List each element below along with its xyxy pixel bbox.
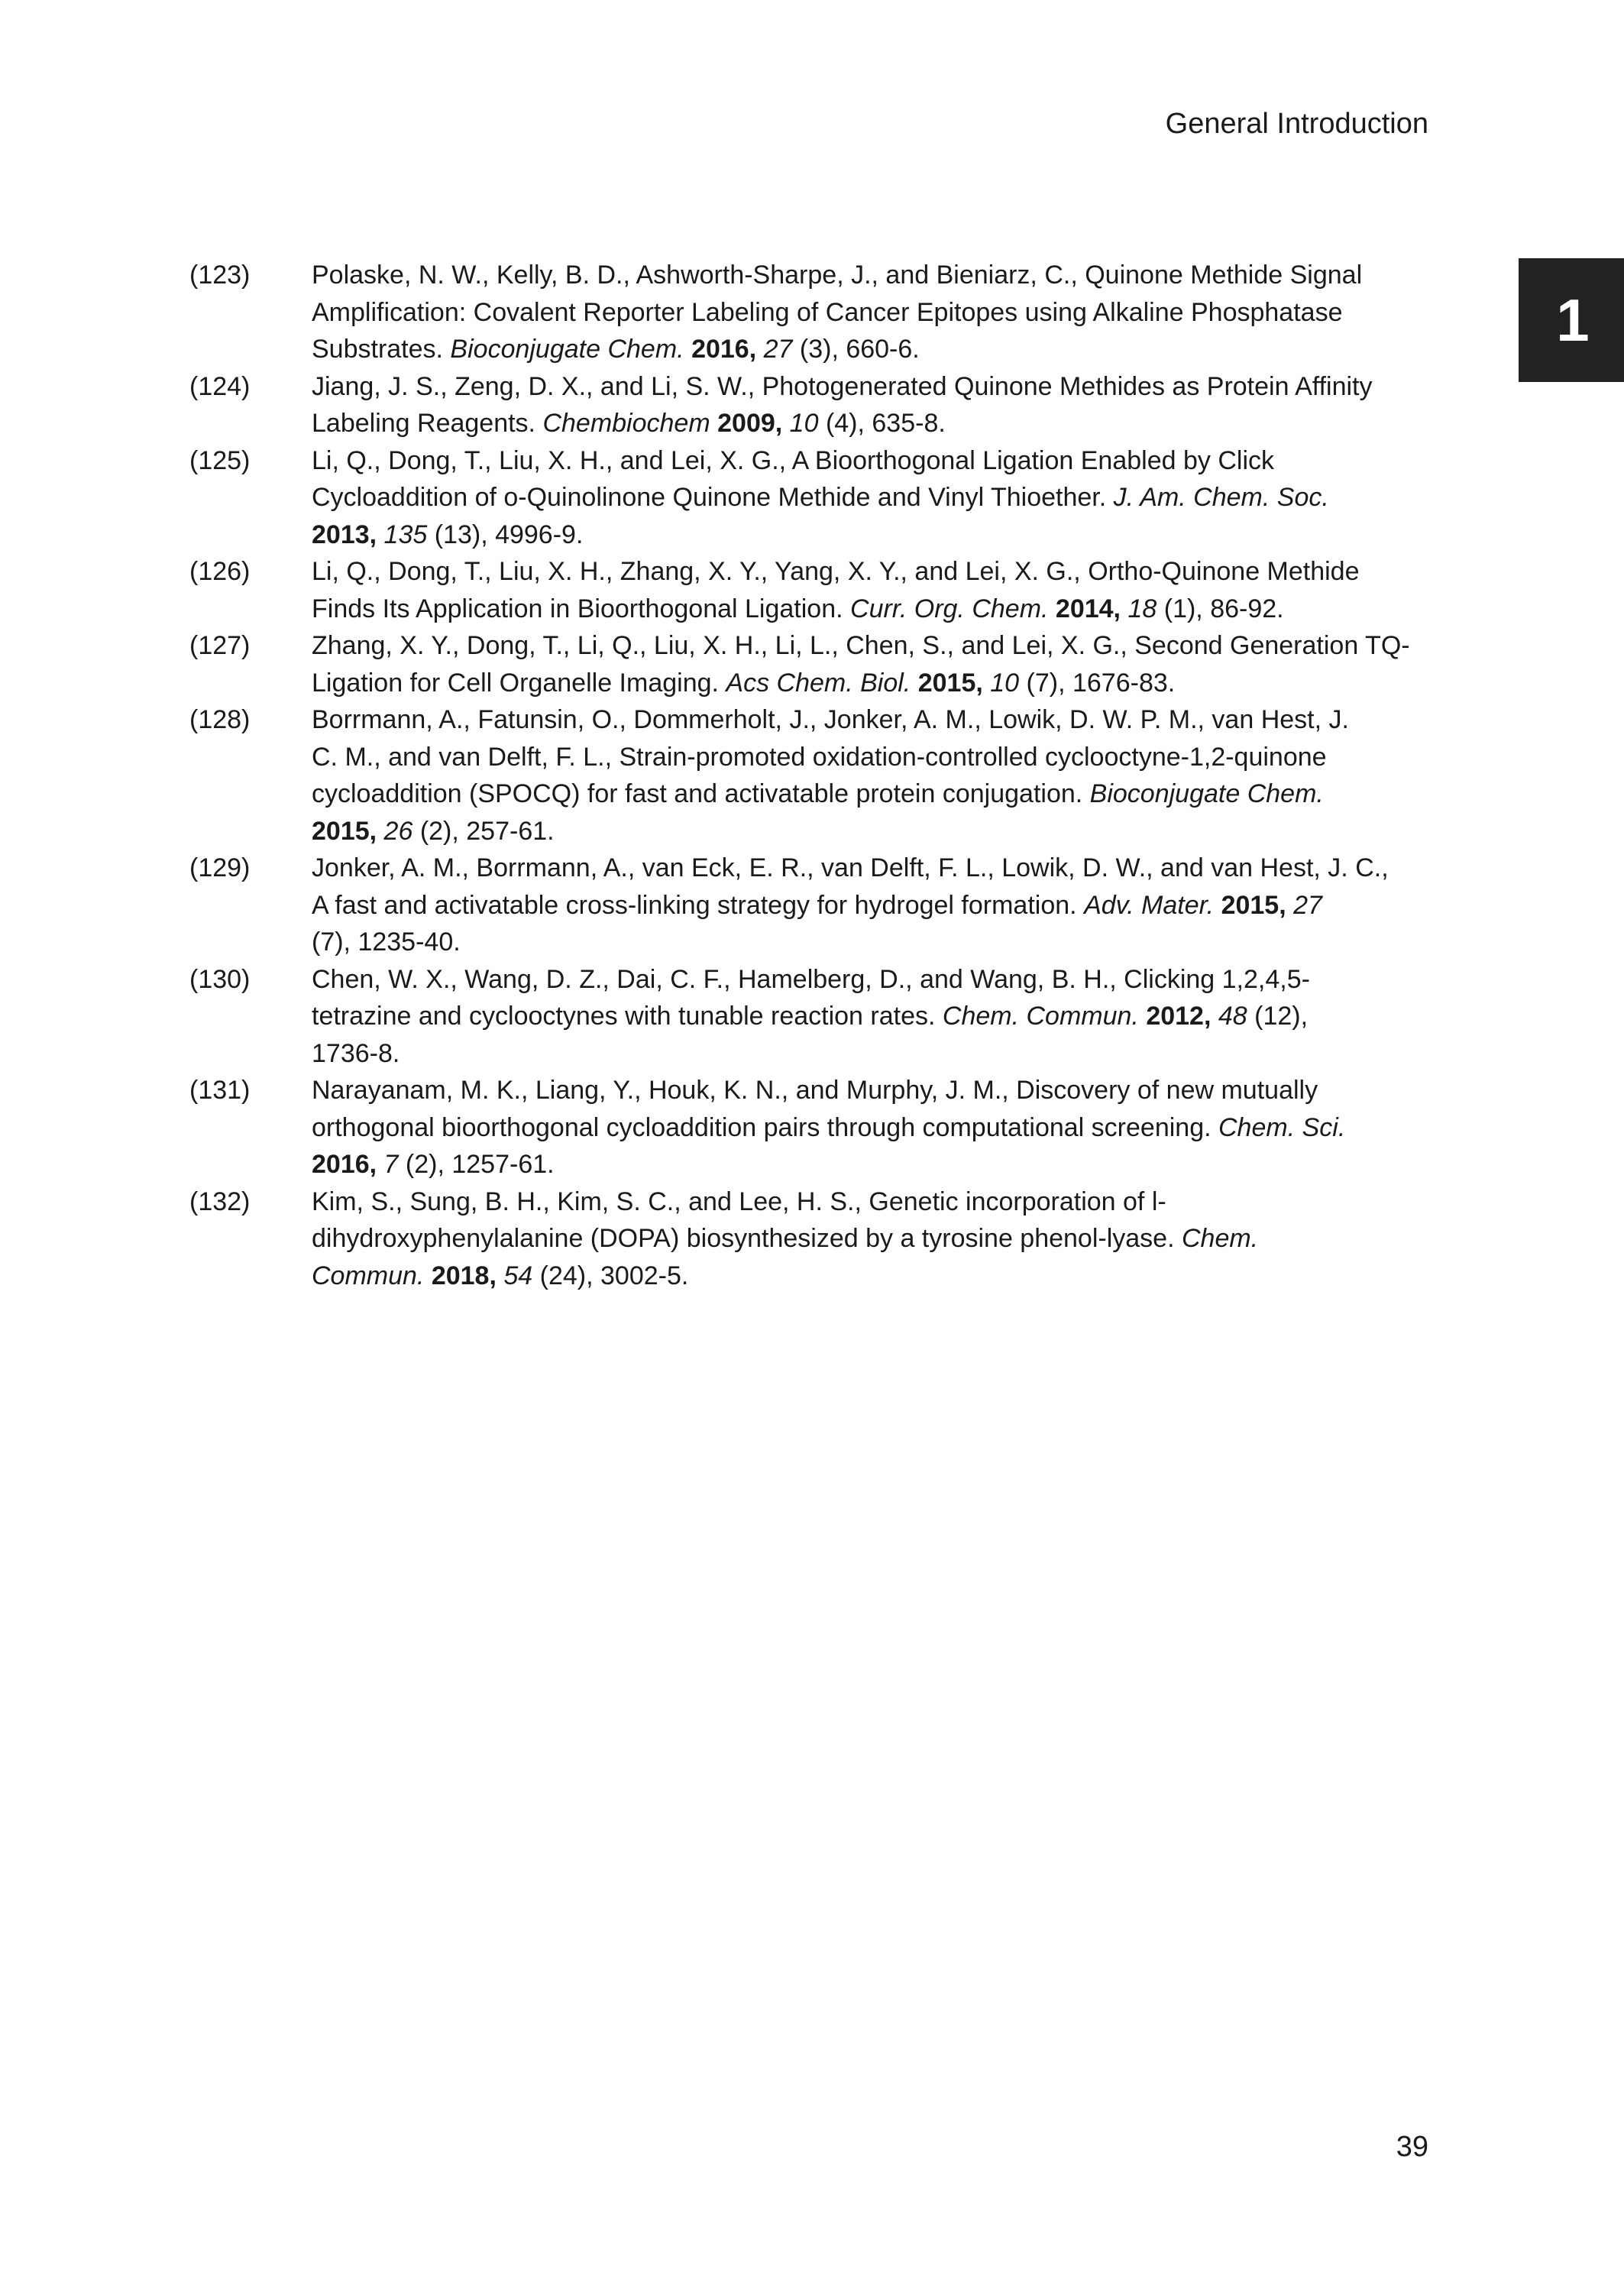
reference-segment: (7), 1676-83. — [1019, 668, 1176, 698]
reference-segment: Chen, W. X., Wang, D. Z., Dai, C. F., Hamelberg, D., and Wang, B. H., Clicking 1,2,4,5- tetrazine and cyclooctynes with tunable reaction rates. — [312, 964, 1310, 1031]
reference-segment: Zhang, X. Y., Dong, T., Li, Q., Liu, X. H., Li, L., Chen, S., and Lei, X. G., Second Generation TQ- Ligation for Cell Organelle Imaging. — [312, 631, 1410, 698]
reference-segment: (3), 660-6. — [792, 335, 920, 364]
publication-year: 2018, — [431, 1261, 497, 1290]
reference-segment: Li, Q., Dong, T., Liu, X. H., Zhang, X. Y., Yang, X. Y., and Lei, X. G., Ortho-Quinone Methide Finds Its Application in Bioorthogonal Ligation. — [312, 557, 1360, 623]
reference-item — [189, 1183, 1442, 1295]
reference-segment — [1211, 1002, 1218, 1031]
publication-year: 2012, — [1146, 1002, 1212, 1031]
page-number: 39 — [1396, 2131, 1428, 2163]
reference-text — [312, 257, 1442, 368]
journal-or-volume: 10 — [789, 409, 819, 438]
reference-number: (129) — [189, 853, 251, 882]
reference-segment: Borrmann, A., Fatunsin, O., Dommerholt, J., Jonker, A. M., Lowik, D. W. P. M., van Hest, J. C. M., and van Delft, F. L., Strain-promoted oxidation-controlled cyclooctyne-1,2-quinone cycloaddition (SPOCQ) for fast and activatable protein conjugation. — [312, 705, 1349, 808]
journal-or-volume: 7 — [383, 1150, 399, 1179]
reference-text — [312, 1183, 1442, 1295]
journal-or-volume: 26 — [383, 816, 413, 846]
reference-segment — [782, 409, 789, 438]
reference-segment: Jiang, J. S., Zeng, D. X., and Li, S. W., Photogenerated Quinone Methides as Protein Affinity Labeling Reagents. — [312, 371, 1373, 438]
reference-segment: (2), 257-61. — [412, 816, 555, 846]
reference-number: (125) — [189, 445, 251, 475]
reference-text — [312, 442, 1442, 554]
reference-item — [189, 442, 1442, 554]
reference-item — [189, 368, 1442, 442]
reference-list — [189, 257, 1442, 1294]
journal-or-volume: Curr. Org. Chem. — [850, 594, 1049, 623]
reference-item — [189, 850, 1442, 961]
reference-text — [312, 368, 1442, 442]
reference-segment — [756, 335, 763, 364]
chapter-tab: 1 — [1519, 258, 1624, 382]
reference-segment: Polaske, N. W., Kelly, B. D., Ashworth-Sharpe, J., and Bieniarz, C., Quinone Methide Signal Amplification: Covalent Reporter Labeling of Cancer Epitopes using Alkaline Phosphatase Substrates. — [312, 261, 1363, 364]
publication-year: 2015, — [917, 668, 983, 698]
journal-or-volume: Bioconjugate Chem. — [1089, 779, 1324, 808]
reference-segment: Kim, S., Sung, B. H., Kim, S. C., and Lee, H. S., Genetic incorporation of l- dihydroxyphenylalanine (DOPA) biosynthesized by a tyrosine phenol-lyase. — [312, 1186, 1175, 1253]
reference-segment — [497, 1261, 503, 1290]
reference-segment: Narayanam, M. K., Liang, Y., Houk, K. N., and Murphy, J. M., Discovery of new mutually orthogonal bioorthogonal cycloaddition pairs through computational screening. — [312, 1076, 1318, 1142]
journal-or-volume: 48 — [1218, 1002, 1247, 1031]
journal-or-volume: 27 — [763, 335, 793, 364]
reference-segment — [377, 520, 383, 549]
journal-or-volume: Chem. Commun. — [312, 1224, 1259, 1290]
reference-segment: (12), 1736-8. — [312, 1002, 1309, 1068]
reference-text — [312, 961, 1442, 1073]
reference-segment — [1286, 891, 1293, 920]
publication-year: 2016, — [312, 1150, 377, 1179]
reference-number: (127) — [189, 631, 251, 660]
reference-number: (123) — [189, 261, 251, 290]
reference-item — [189, 961, 1442, 1073]
publication-year: 2014, — [1055, 594, 1121, 623]
journal-or-volume: 54 — [503, 1261, 533, 1290]
reference-segment — [911, 668, 917, 698]
reference-number: (126) — [189, 557, 251, 586]
journal-or-volume: Adv. Mater. — [1084, 890, 1215, 920]
publication-year: 2016, — [691, 335, 757, 364]
reference-segment: (7), 1235-40. — [312, 927, 461, 957]
journal-or-volume: Chembiochem — [542, 409, 710, 438]
reference-item — [189, 627, 1442, 701]
reference-segment: (1), 86-92. — [1157, 594, 1284, 623]
journal-or-volume: J. Am. Chem. Soc. — [1113, 483, 1329, 512]
reference-segment — [983, 668, 990, 698]
reference-segment: (2), 1257-61. — [398, 1150, 555, 1179]
reference-segment — [1214, 891, 1221, 920]
reference-segment: (13), 4996-9. — [427, 520, 584, 549]
reference-item — [189, 553, 1442, 627]
journal-or-volume: Bioconjugate Chem. — [450, 335, 684, 364]
reference-segment — [424, 1261, 431, 1290]
reference-item — [189, 257, 1442, 368]
journal-or-volume: Acs Chem. Biol. — [726, 668, 911, 698]
reference-text — [312, 1072, 1442, 1183]
reference-segment — [1139, 1002, 1146, 1031]
journal-or-volume: 27 — [1293, 890, 1322, 920]
reference-number: (132) — [189, 1186, 251, 1216]
journal-or-volume: Chem. Commun. — [942, 1002, 1139, 1031]
reference-segment: (4), 635-8. — [818, 409, 946, 438]
reference-text — [312, 627, 1442, 701]
journal-or-volume: Chem. Sci. — [1218, 1112, 1346, 1142]
reference-segment: (24), 3002-5. — [532, 1261, 689, 1290]
journal-or-volume: 135 — [383, 520, 428, 549]
publication-year: 2013, — [312, 520, 377, 549]
reference-text — [312, 701, 1442, 850]
running-title: General Introduction — [1165, 108, 1428, 140]
reference-number: (124) — [189, 371, 251, 401]
publication-year: 2015, — [1221, 890, 1286, 920]
publication-year: 2015, — [312, 816, 377, 846]
reference-segment — [377, 817, 383, 846]
publication-year: 2009, — [717, 409, 783, 438]
journal-or-volume: 10 — [990, 668, 1020, 698]
reference-segment — [377, 1150, 383, 1179]
reference-segment — [1048, 594, 1055, 623]
reference-text — [312, 850, 1442, 961]
reference-item — [189, 701, 1442, 850]
reference-number: (131) — [189, 1076, 251, 1105]
reference-text — [312, 553, 1442, 627]
reference-number: (130) — [189, 964, 251, 994]
journal-or-volume: 18 — [1127, 594, 1157, 623]
reference-segment — [710, 409, 717, 438]
reference-segment: Jonker, A. M., Borrmann, A., van Eck, E. R., van Delft, F. L., Lowik, D. W., and van Hest, J. C., A fast and activatable cross-linking strategy for hydrogel formation. — [312, 853, 1389, 920]
reference-segment: Li, Q., Dong, T., Liu, X. H., and Lei, X. G., A Bioorthogonal Ligation Enabled by Click Cycloaddition of o-Quinolinone Quinone Methide and Vinyl Thioether. — [312, 445, 1274, 512]
reference-segment — [684, 335, 691, 364]
reference-number: (128) — [189, 705, 251, 734]
reference-item — [189, 1072, 1442, 1183]
